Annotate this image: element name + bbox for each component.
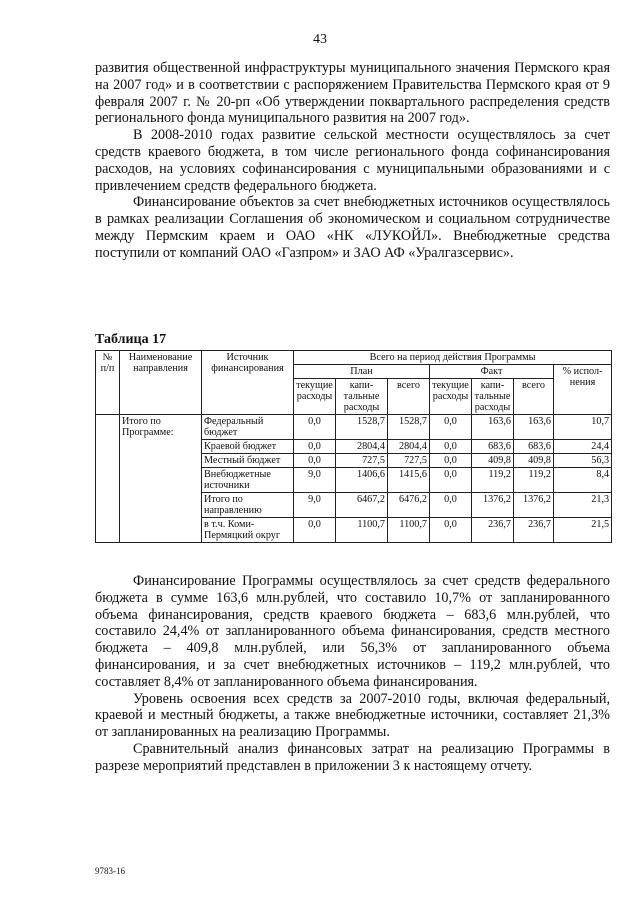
header-source: Источник финансирования bbox=[202, 351, 294, 415]
cell-source: Федеральный бюджет bbox=[202, 415, 294, 440]
cell-source: Внебюджетные источники bbox=[202, 468, 294, 493]
bottom-text-block bbox=[95, 573, 610, 775]
cell-fact-total: 236,7 bbox=[514, 518, 554, 543]
cell-fact-capital: 236,7 bbox=[472, 518, 514, 543]
header-plan-current: текущие расходы bbox=[294, 379, 336, 415]
cell-percent: 21,3 bbox=[554, 493, 612, 518]
header-row-1 bbox=[96, 351, 612, 365]
cell-plan-current: 0,0 bbox=[294, 454, 336, 468]
cell-fact-total: 409,8 bbox=[514, 454, 554, 468]
cell-plan-total: 727,5 bbox=[388, 454, 430, 468]
cell-fact-capital: 1376,2 bbox=[472, 493, 514, 518]
header-fact-capital: капи-тальные расходы bbox=[472, 379, 514, 415]
cell-num bbox=[96, 415, 120, 543]
cell-percent: 8,4 bbox=[554, 468, 612, 493]
cell-plan-total: 1415,6 bbox=[388, 468, 430, 493]
cell-source: в т.ч. Коми-Пермяцкий округ bbox=[202, 518, 294, 543]
cell-percent: 10,7 bbox=[554, 415, 612, 440]
cell-fact-current: 0,0 bbox=[430, 518, 472, 543]
cell-source: Краевой бюджет bbox=[202, 440, 294, 454]
cell-plan-current: 0,0 bbox=[294, 415, 336, 440]
cell-source: Местный бюджет bbox=[202, 454, 294, 468]
header-fact-current: текущие расходы bbox=[430, 379, 472, 415]
header-num: № п/п bbox=[96, 351, 120, 415]
page-number: 43 bbox=[313, 32, 327, 47]
cell-fact-current: 0,0 bbox=[430, 493, 472, 518]
cell-fact-total: 1376,2 bbox=[514, 493, 554, 518]
paragraph-4: Финансирование Программы осуществлялось за счет средств федерального бюджета в сумме 163,6 млн.рублей, что составило 10,7% от запланированного объема финансирования, средств краевого бюджета – 683,6 млн.рублей, что составило 24,4% от запланированного объема финансирования, средств местного бюджета – 409,8 млн.рублей, или 56,3% от запланированного объема финансирования, и за счет внебюджетных источников – 119,2 млн.рублей, что составляет 8,4% от запланированного объема финансирования. bbox=[95, 573, 610, 690]
cell-group-label: Итого по Программе: bbox=[120, 415, 202, 543]
cell-plan-capital: 6467,2 bbox=[336, 493, 388, 518]
cell-plan-current: 0,0 bbox=[294, 440, 336, 454]
cell-fact-capital: 163,6 bbox=[472, 415, 514, 440]
document-code: 9783-16 bbox=[95, 866, 125, 876]
cell-plan-total: 1100,7 bbox=[388, 518, 430, 543]
cell-plan-total: 1528,7 bbox=[388, 415, 430, 440]
cell-fact-capital: 409,8 bbox=[472, 454, 514, 468]
cell-plan-current: 9,0 bbox=[294, 468, 336, 493]
paragraph-6: Сравнительный анализ финансовых затрат на реализацию Программы в разрезе мероприятий представлен в приложении 3 к настоящему отчету. bbox=[95, 740, 610, 774]
top-text-block bbox=[95, 60, 610, 262]
cell-plan-capital: 1100,7 bbox=[336, 518, 388, 543]
header-period: Всего на период действия Программы bbox=[294, 351, 612, 365]
cell-plan-capital: 1406,6 bbox=[336, 468, 388, 493]
cell-fact-total: 163,6 bbox=[514, 415, 554, 440]
cell-percent: 24,4 bbox=[554, 440, 612, 454]
cell-plan-total: 2804,4 bbox=[388, 440, 430, 454]
cell-fact-current: 0,0 bbox=[430, 468, 472, 493]
cell-plan-total: 6476,2 bbox=[388, 493, 430, 518]
cell-fact-capital: 119,2 bbox=[472, 468, 514, 493]
cell-fact-total: 683,6 bbox=[514, 440, 554, 454]
header-direction: Наименование направления bbox=[120, 351, 202, 415]
cell-source: Итого по направлению bbox=[202, 493, 294, 518]
cell-plan-capital: 727,5 bbox=[336, 454, 388, 468]
header-fact: Факт bbox=[430, 365, 554, 379]
paragraph-5: Уровень освоения всех средств за 2007-2010 годы, включая федеральный, краевой и местный бюджеты, а также внебюджетные источники, составляет 21,3% от запланированных на реализацию Программы. bbox=[95, 690, 610, 741]
cell-fact-current: 0,0 bbox=[430, 454, 472, 468]
cell-fact-total: 119,2 bbox=[514, 468, 554, 493]
cell-fact-current: 0,0 bbox=[430, 415, 472, 440]
header-plan-total: всего bbox=[388, 379, 430, 415]
table-row bbox=[96, 415, 612, 440]
cell-plan-current: 0,0 bbox=[294, 518, 336, 543]
cell-percent: 56,3 bbox=[554, 454, 612, 468]
cell-fact-capital: 683,6 bbox=[472, 440, 514, 454]
header-plan: План bbox=[294, 365, 430, 379]
paragraph-3: Финансирование объектов за счет внебюджетных источников осуществлялось в рамках реализации Соглашения об экономическом и социальном сотрудничестве между Пермским краем и ОАО «НК «ЛУКОЙЛ». Внебюджетные средства поступили от компаний ОАО «Газпром» и ЗАО АФ «Уралгазсервис». bbox=[95, 194, 610, 261]
table-caption: Таблица 17 bbox=[95, 332, 167, 347]
header-percent: % испол-нения bbox=[554, 365, 612, 415]
financing-table bbox=[95, 350, 612, 543]
cell-percent: 21,5 bbox=[554, 518, 612, 543]
paragraph-2: В 2008-2010 годах развитие сельской местности осуществлялось за счет средств краевого бюджета, в том числе регионального фонда софинансирования расходов, на условиях софинансирования с муниципальными образованиями и с привлечением средств федерального бюджета. bbox=[95, 127, 610, 194]
cell-plan-capital: 2804,4 bbox=[336, 440, 388, 454]
paragraph-1: развития общественной инфраструктуры муниципального значения Пермского края на 2007 год» и в соответствии с распоряжением Правительства Пермского края от 9 февраля 2007 г. № 20-рп «Об утверждении поквартального распределения средств регионального фонда муниципального развития на 2007 год». bbox=[95, 60, 610, 127]
cell-fact-current: 0,0 bbox=[430, 440, 472, 454]
header-fact-total: всего bbox=[514, 379, 554, 415]
header-plan-capital: капи-тальные расходы bbox=[336, 379, 388, 415]
cell-plan-capital: 1528,7 bbox=[336, 415, 388, 440]
cell-plan-current: 9,0 bbox=[294, 493, 336, 518]
